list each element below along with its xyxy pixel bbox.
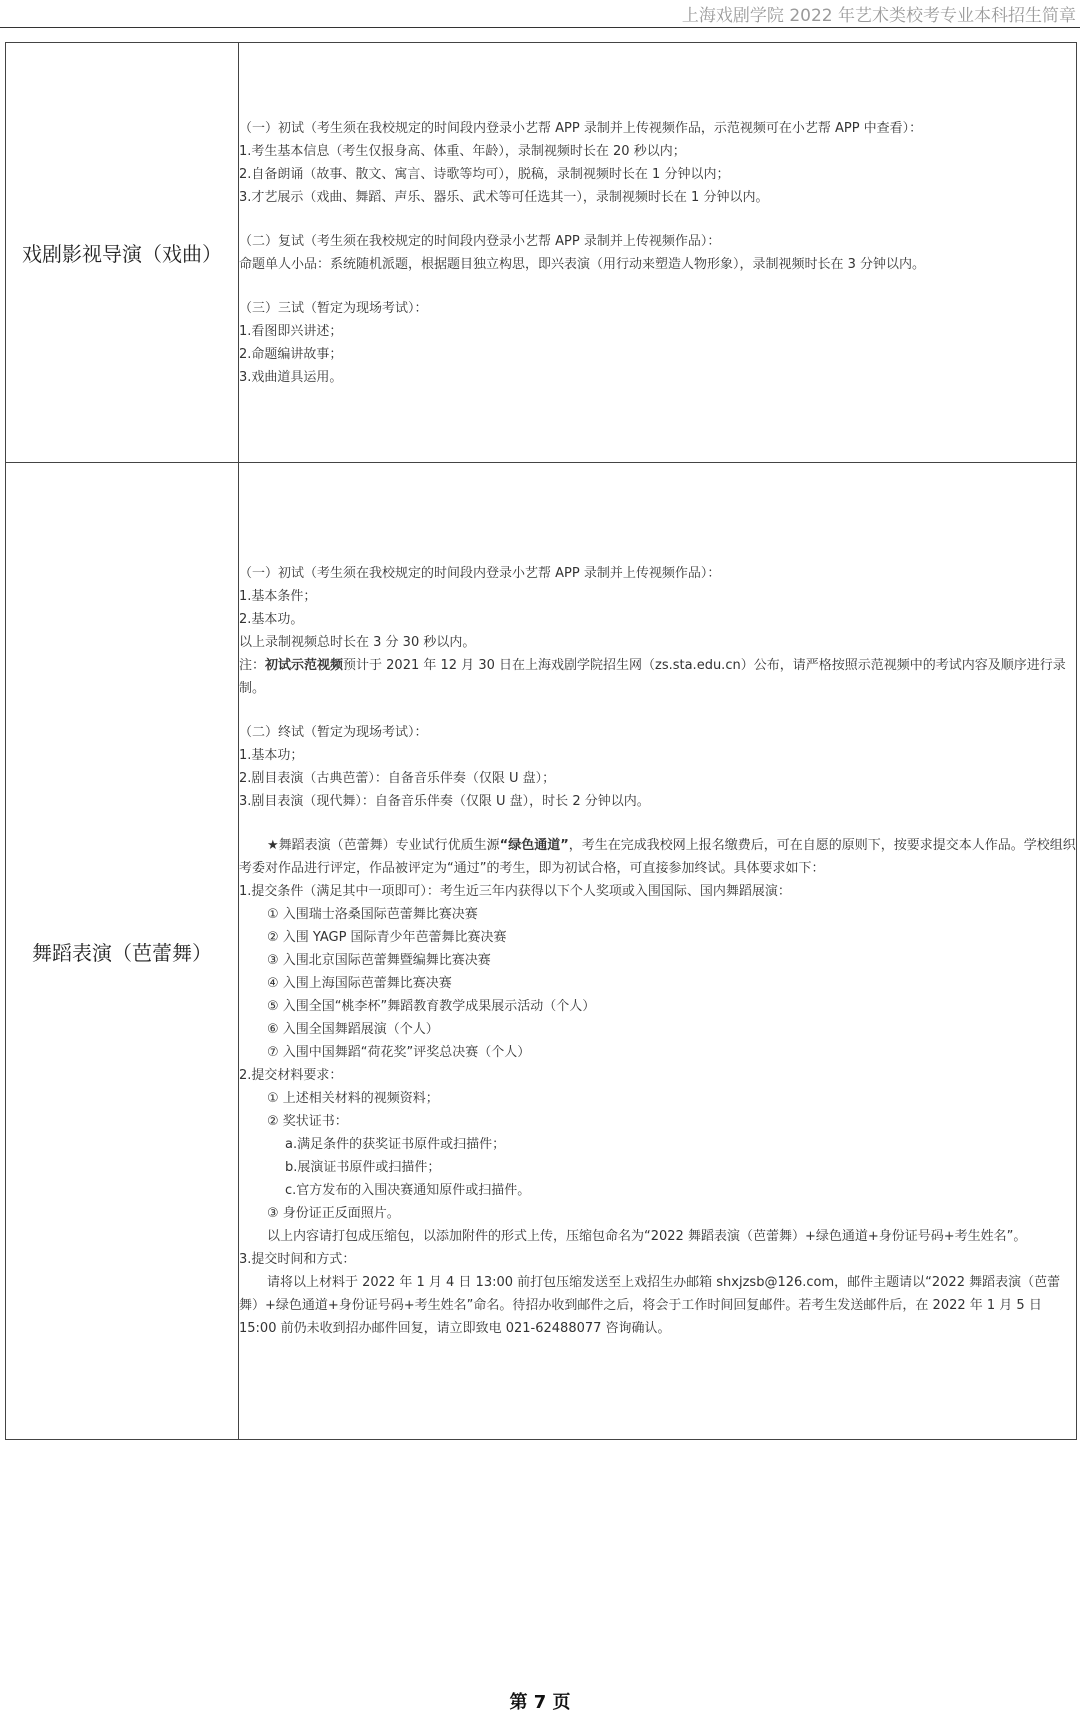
requirement-item: 1.基本条件； [239, 589, 317, 604]
list-item: ③ 入围北京国际芭蕾舞暨编舞比赛决赛 [267, 953, 491, 968]
program-name-ballet: 舞蹈表演（芭蕾舞） [6, 463, 239, 1440]
green-channel-text: ，考生在完成我校网上报名缴费后，可在自愿的原则下，按要求提交本人作品。学校组织考委对作品进行评定，作品被评定为“通过”的考生，即为初试合格，可直接参加终试。具体要求如下： [239, 838, 1076, 876]
list-item: ⑤ 入围全国“桃李杯”舞蹈教育教学成果展示活动（个人） [267, 999, 596, 1014]
requirement-item: 2.自备朗诵（故事、散文、寓言、诗歌等均可），脱稿，录制视频时长在 1 分钟以内； [239, 166, 730, 182]
exam-stage-heading: （一）初试（考生须在我校规定的时间段内登录小艺帮 APP 录制并上传视频作品，示范视频可在小艺帮 APP 中查看）： [239, 120, 923, 136]
requirement-item: 2.基本功。 [239, 612, 304, 627]
table-row [6, 43, 1077, 463]
list-item: ④ 入围上海国际芭蕾舞比赛决赛 [267, 976, 452, 991]
requirements-cell [239, 43, 1077, 463]
green-channel-intro: ★舞蹈表演（芭蕾舞）专业试行优质生源 [267, 838, 500, 853]
exam-stage-heading: （二）终试（暂定为现场考试）： [239, 725, 428, 740]
program-table [5, 42, 1077, 1440]
requirement-item: 2.剧目表演（古典芭蕾）：自备音乐伴奏（仅限 U 盘）； [239, 771, 556, 786]
packaging-paragraph: 以上内容请打包成压缩包，以添加附件的形式上传，压缩包命名为“2022 舞蹈表演（芭蕾舞）+绿色通道+身份证号码+考生姓名”。 [267, 1229, 1027, 1244]
requirement-item: 3.戏曲道具运用。 [239, 369, 343, 385]
list-item: b.展演证书原件或扫描件； [285, 1160, 441, 1175]
requirement-item: 3.剧目表演（现代舞）：自备音乐伴奏（仅限 U 盘），时长 2 分钟以内。 [239, 794, 650, 809]
note-paragraph [239, 654, 1076, 700]
table-row [6, 463, 1077, 1440]
note-label: 注： [239, 658, 266, 673]
demo-video-label: 初试示范视频 [265, 658, 344, 673]
green-channel-label: “绿色通道” [499, 838, 569, 853]
requirement-item: 以上录制视频总时长在 3 分 30 秒以内。 [239, 635, 476, 650]
requirement-item: 1.考生基本信息（考生仅报身高、体重、年龄），录制视频时长在 20 秒以内； [239, 143, 686, 159]
list-item: ② 入围 YAGP 国际青少年芭蕾舞比赛决赛 [267, 930, 507, 945]
note-text: 预计于 2021 年 12 月 30 日在上海戏剧学院招生网（zs.sta.edu.cn）公布，请严格按照示范视频中的考试内容及顺序进行录制。 [239, 658, 1066, 696]
exam-stage-heading: （一）初试（考生须在我校规定的时间段内登录小艺帮 APP 录制并上传视频作品）： [239, 566, 721, 581]
exam-stage-heading: （二）复试（考生须在我校规定的时间段内登录小艺帮 APP 录制并上传视频作品）： [239, 233, 721, 249]
requirement-item: 3.才艺展示（戏曲、舞蹈、声乐、器乐、武术等可任选其一），录制视频时长在 1 分钟以内。 [239, 189, 769, 205]
requirement-item: 3.提交时间和方式： [239, 1252, 356, 1267]
requirement-item: 1.基本功； [239, 748, 304, 763]
requirements-text [239, 562, 1076, 1340]
list-item: ① 上述相关材料的视频资料； [267, 1091, 439, 1106]
list-item: ⑦ 入围中国舞蹈“荷花奖”评奖总决赛（个人） [267, 1045, 531, 1060]
green-channel-paragraph [239, 834, 1076, 880]
submission-paragraph: 请将以上材料于 2022 年 1 月 4 日 13:00 前打包压缩发送至上戏招生办邮箱 shxjzsb@126.com，邮件主题请以“2022 舞蹈表演（芭蕾舞）+绿色通道+身份证号码+考生姓名”命名。待招办收到邮件之后，将会于工作时间回复邮件。若考生发送邮件后，在 2022 年 1 月 5 日 15:00 前仍未收到招办邮件回复，请立即致电 021-62488077 咨询确认。 [239, 1275, 1061, 1336]
page-header [0, 0, 1080, 28]
list-item: ① 入围瑞士洛桑国际芭蕾舞比赛决赛 [267, 907, 478, 922]
requirement-item: 2.命题编讲故事； [239, 346, 343, 362]
page-number: 第 7 页 [509, 1692, 571, 1713]
list-item: c.官方发布的入围决赛通知原件或扫描件。 [285, 1183, 531, 1198]
requirement-item: 1.看图即兴讲述； [239, 323, 343, 339]
requirement-item: 2.提交材料要求： [239, 1068, 343, 1083]
program-name-drama-director: 戏剧影视导演（戏曲） [6, 43, 239, 463]
exam-stage-heading: （三）三试（暂定为现场考试）： [239, 300, 428, 316]
requirement-item: 命题单人小品：系统随机派题，根据题目独立构思，即兴表演（用行动来塑造人物形象），录制视频时长在 3 分钟以内。 [239, 256, 926, 272]
list-item: ③ 身份证正反面照片。 [267, 1206, 400, 1221]
list-item: ② 奖状证书： [267, 1114, 348, 1129]
list-item: ⑥ 入围全国舞蹈展演（个人） [267, 1022, 439, 1037]
requirement-item: 1.提交条件（满足其中一项即可）：考生近三年内获得以下个人奖项或入围国际、国内舞蹈展演： [239, 884, 791, 899]
list-item: a.满足条件的获奖证书原件或扫描件； [285, 1137, 506, 1152]
header-title: 上海戏剧学院 2022 年艺术类校考专业本科招生简章 [681, 6, 1076, 26]
requirements-cell [239, 463, 1077, 1440]
requirements-text [239, 117, 1076, 389]
